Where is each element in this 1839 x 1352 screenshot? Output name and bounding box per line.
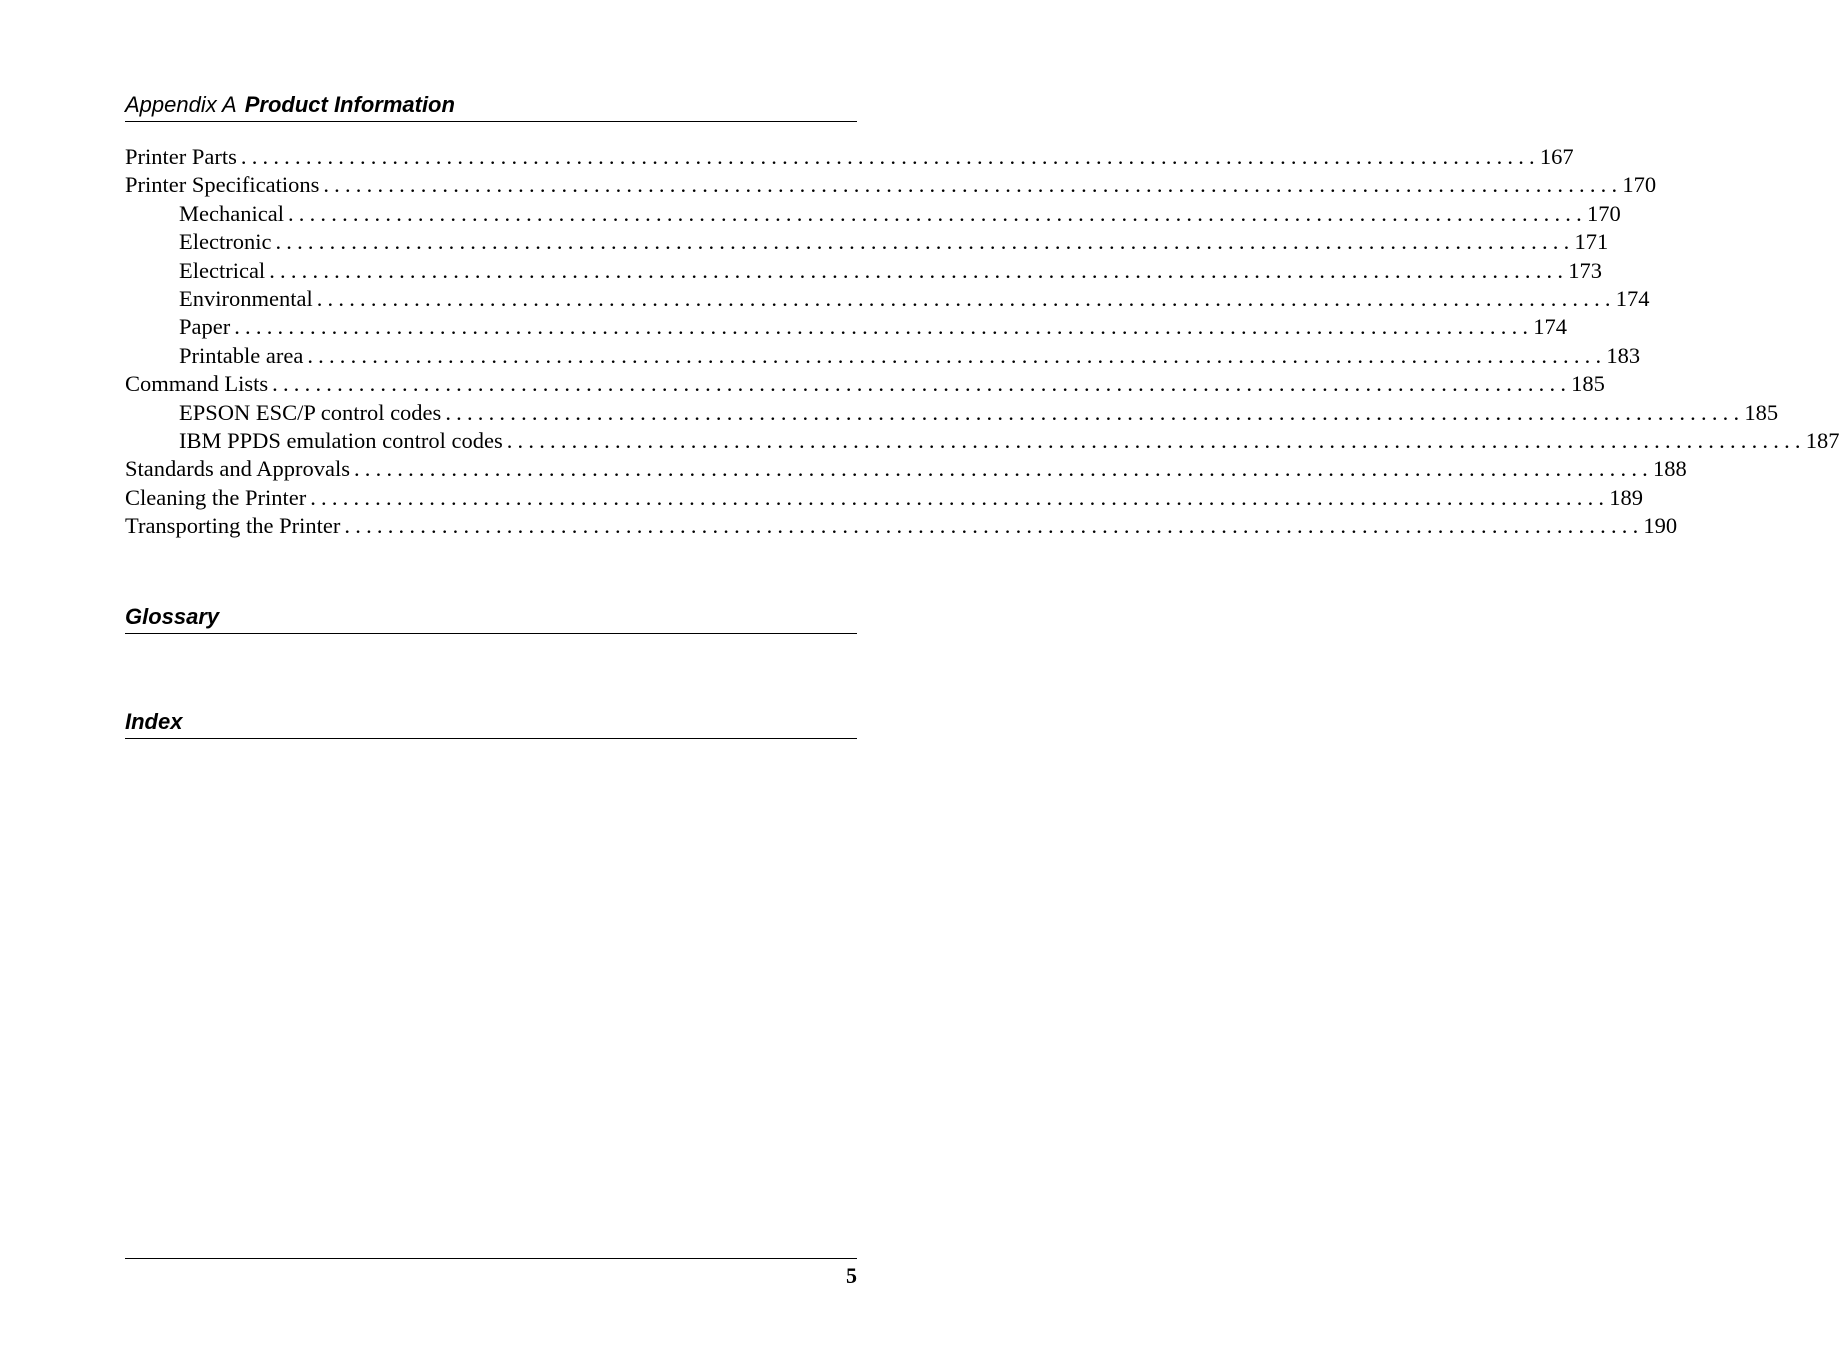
page-number: 5 [846,1263,857,1288]
toc-entry[interactable] [125,171,1657,199]
toc-entry[interactable] [125,399,1779,427]
toc-entry-page: 189 [1609,484,1643,510]
index-heading [125,708,857,739]
appendix-label: Appendix A [125,92,237,117]
toc-entry-label: IBM PPDS emulation control codes [179,427,503,453]
toc-entry[interactable] [125,228,1609,256]
toc-dot-leader: ........................................................................................................................ [506,427,1806,453]
toc-entry-label: EPSON ESC/P control codes [179,399,442,425]
toc-dot-leader: ........................................................................................................................ [310,484,1610,510]
toc-dot-leader: ........................................................................................................................ [353,456,1653,482]
appendix-heading [125,91,857,122]
toc-dot-leader: ........................................................................................................................ [287,200,1587,226]
toc-entry[interactable] [125,370,1605,398]
footer-divider [125,1258,857,1259]
toc-dot-leader: ........................................................................................................................ [240,144,1540,169]
toc-entry-label: Electrical [179,257,266,283]
toc-entry-label: Printer Specifications [125,172,320,198]
toc-dot-leader: ........................................................................................................................ [344,513,1644,539]
toc-entry-label: Command Lists [125,371,269,397]
toc-entry-page: 171 [1574,229,1609,255]
toc-entry-label: Standards and Approvals [125,456,350,482]
toc-entry-label: Transporting the Printer [125,513,341,539]
toc-entry[interactable] [125,143,1574,171]
glossary-title: Glossary [125,604,220,629]
toc-entry-page: 185 [1744,399,1779,425]
toc-entry[interactable] [125,427,1839,455]
toc-entry-page: 174 [1615,285,1650,311]
toc-entry-label: Environmental [179,285,313,311]
toc-entry[interactable] [125,257,1602,285]
appendix-title: Product Information [244,92,455,117]
toc-dot-leader: ........................................................................................................................ [445,399,1745,425]
toc-entry[interactable] [125,285,1650,313]
toc-entry[interactable] [125,200,1621,228]
toc-entry-label: Printable area [179,342,304,368]
toc-entry-page: 185 [1571,371,1605,397]
toc-entry-page: 170 [1622,172,1657,198]
toc-entry-page: 190 [1643,513,1678,539]
toc-entry-page: 170 [1586,200,1621,226]
toc-entry-page: 188 [1652,456,1687,482]
toc-entry-page: 173 [1568,257,1602,283]
toc-entry[interactable] [125,313,1567,341]
toc-dot-leader: ........................................................................................................................ [272,371,1572,397]
toc-dot-leader: ........................................................................................................................ [316,285,1616,311]
toc-entry-page: 167 [1539,144,1574,169]
toc-entry-label: Paper [179,314,231,340]
toc-entry[interactable] [125,342,1641,370]
toc-entry-label: Cleaning the Printer [125,484,307,510]
toc-entry-page: 174 [1533,314,1567,340]
toc-dot-leader: ........................................................................................................................ [323,172,1623,198]
toc-dot-leader: ........................................................................................................................ [307,342,1607,368]
toc-entry-page: 183 [1606,342,1641,368]
toc-dot-leader: ........................................................................................................................ [234,314,1534,340]
toc-entry-label: Mechanical [179,200,284,226]
toc-entry-label: Electronic [179,229,272,255]
toc-entry[interactable] [125,455,1687,483]
toc-entry[interactable] [125,484,1643,512]
toc-entry-label: Printer Parts [125,144,237,169]
toc-dot-leader: ........................................................................................................................ [275,229,1575,255]
toc-list [125,143,1839,540]
glossary-heading [125,603,857,634]
toc-entry[interactable] [125,512,1678,540]
index-title: Index [125,709,183,734]
toc-entry-page: 187 [1805,427,1839,453]
toc-dot-leader: ........................................................................................................................ [269,257,1569,283]
